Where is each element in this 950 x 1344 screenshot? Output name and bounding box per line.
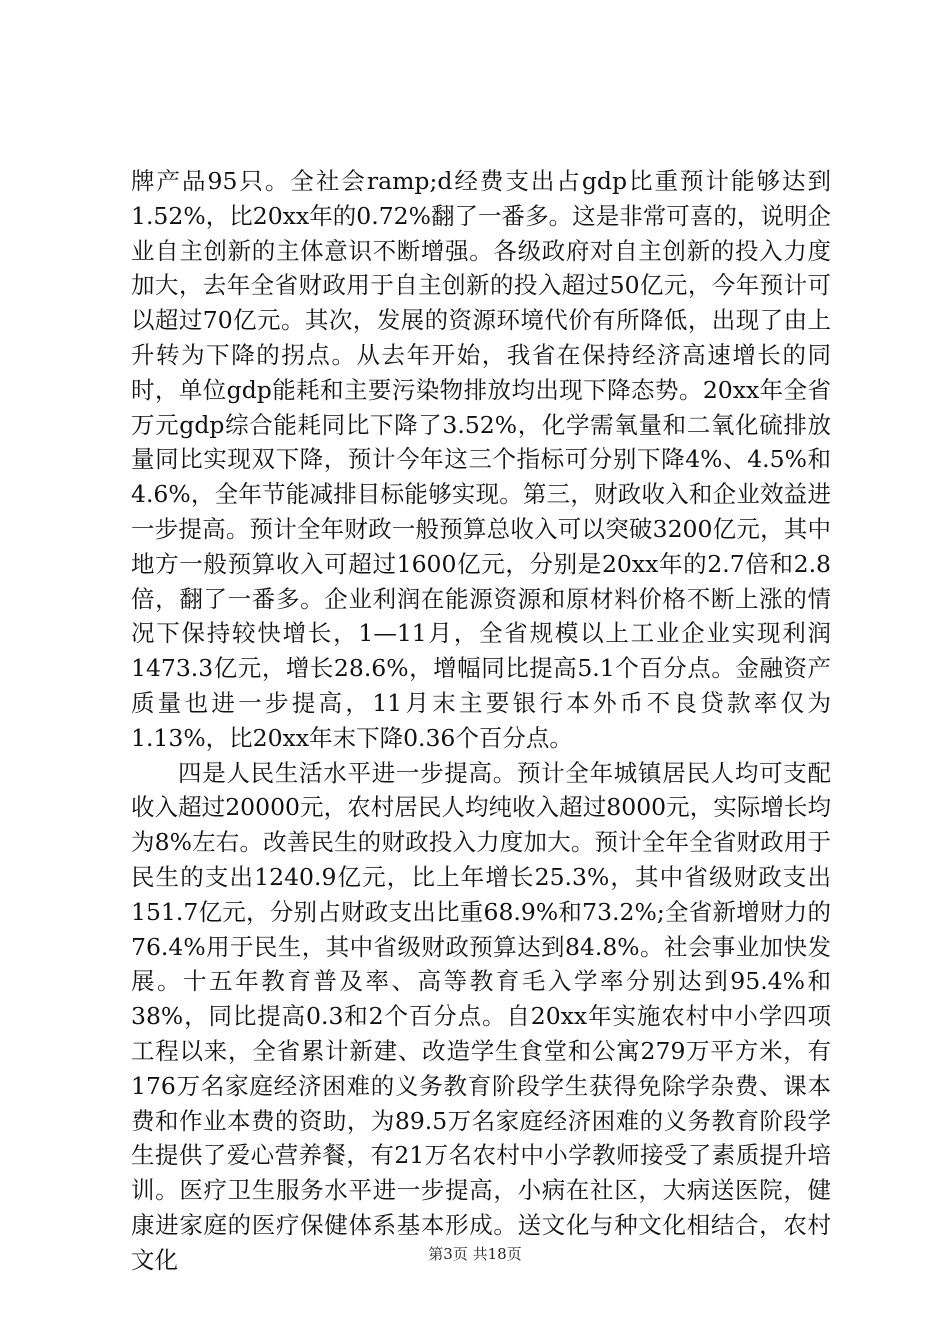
paragraph-2: 四是人民生活水平进一步提高。预计全年城镇居民人均可支配收入超过20000元，农村居民人均纯收入超过8000元，实际增长均为8%左右。改善民生的财政投入力度加大。预计全年全省财政用于民生的支出1240.9亿元，比上年增长25.3%，其中省级财政支出151.7亿元，分别占财政支出比重68.9%和73.2%;全省新增财力的76.4%用于民生，其中省级财政预算达到84.8%。社会事业加快发展。十五年教育普及率、高等教育毛入学率分别达到95.4%和38%，同比提高0.3和2个百分点。自20xx年实施农村中小学四项工程以来，全省累计新建、改造学生食堂和公寓279万平方米，有176万名家庭经济困难的义务教育阶段学生获得免除学杂费、课本费和作业本费的资助，为89.5万名家庭经济困难的义务教育阶段学生提供了爱心营养餐，有21万名农村中小学教师接受了素质提升培训。医疗卫生服务水平进一步提高，小病在社区，大病送医院，健康进家庭的医疗保健体系基本形成。送文化与种文化相结合，农村文化 — [131, 758, 831, 1274]
document-body — [131, 164, 831, 1278]
paragraph-1: 牌产品95只。全社会ramp;d经费支出占gdp比重预计能够达到1.52%，比20xx年的0.72%翻了一番多。这是非常可喜的，说明企业自主创新的主体意识不断增强。各级政府对自主创新的投入力度加大，去年全省财政用于自主创新的投入超过50亿元，今年预计可以超过70亿元。其次，发展的资源环境代价有所降低，出现了由上升转为下降的拐点。从去年开始，我省在保持经济高速增长的同时，单位gdp能耗和主要污染物排放均出现下降态势。20xx年全省万元gdp综合能耗同比下降了3.52%，化学需氧量和二氧化硫排放量同比实现双下降，预计今年这三个指标可分别下降4%、4.5%和4.6%，全年节能减排目标能够实现。第三，财政收入和企业效益进一步提高。预计全年财政一般预算总收入可以突破3200亿元，其中地方一般预算收入可超过1600亿元，分别是20xx年的2.7倍和2.8倍，翻了一番多。企业利润在能源资源和原材料价格不断上涨的情况下保持较快增长，1—11月，全省规模以上工业企业实现利润1473.3亿元，增长28.6%，增幅同比提高5.1个百分点。金融资产质量也进一步提高，11月末主要银行本外币不良贷款率仅为1.13%，比20xx年末下降0.36个百分点。 — [131, 167, 831, 752]
page-number-footer: 第3页 共18页 — [428, 1245, 522, 1263]
